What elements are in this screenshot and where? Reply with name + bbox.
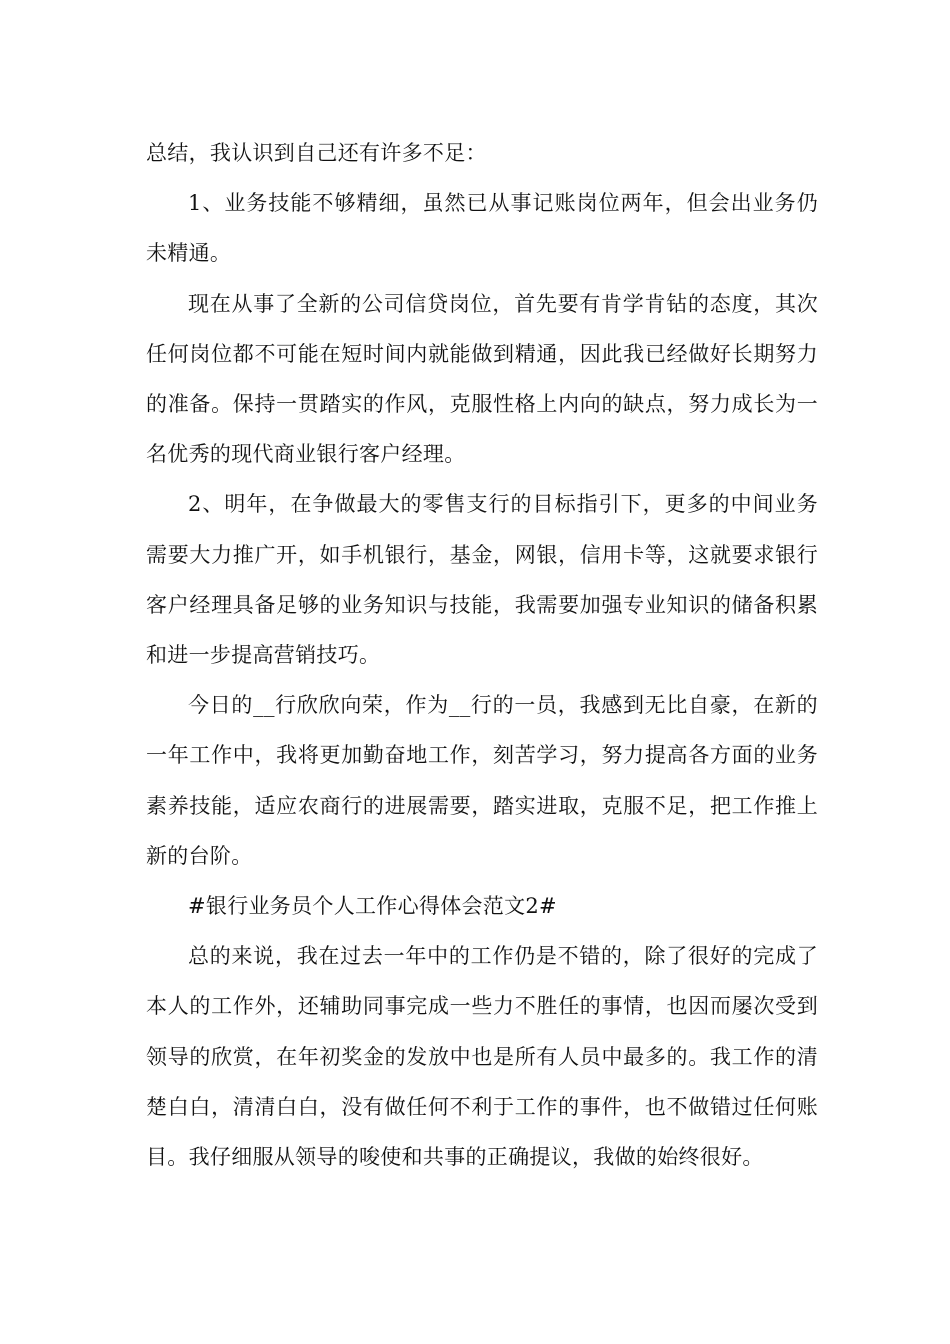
paragraph-review: 总的来说，我在过去一年中的工作仍是不错的，除了很好的完成了本人的工作外，还辅助同事完成一些力不胜任的事情，也因而屡次受到领导的欣赏，在年初奖金的发放中也是所有人员中最多的。我工作的清楚白白，清清白白，没有做任何不利于工作的事件，也不做错过任何账目。我仔细服从领导的唆使和共事的正确提议，我做的始终很好。 [146, 944, 818, 1170]
paragraph-point-1: 1、业务技能不够精细，虽然已从事记账岗位两年，但会出业务仍未精通。 [146, 191, 818, 266]
paragraph-outlook: 今日的__行欣欣向荣，作为__行的一员，我感到无比自豪，在新的一年工作中，我将更加勤奋地工作，刻苦学习，努力提高各方面的业务素养技能，适应农商行的进展需要，踏实进取，克服不足，把工作推上新的台阶。 [146, 693, 818, 868]
paragraph-point-2: 2、明年，在争做最大的零售支行的目标指引下，更多的中间业务需要大力推广开，如手机银行，基金，网银，信用卡等，这就要求银行客户经理具备足够的业务知识与技能，我需要加强专业知识的储备积累和进一步提高营销技巧。 [146, 492, 818, 668]
paragraph-credit-position: 现在从事了全新的公司信贷岗位，首先要有肯学肯钻的态度，其次任何岗位都不可能在短时间内就能做到精通，因此我已经做好长期努力的准备。保持一贯踏实的作风，克服性格上内向的缺点，努力成长为一名优秀的现代商业银行客户经理。 [146, 291, 818, 467]
document-body [146, 128, 818, 1182]
section-heading: #银行业务员个人工作心得体会范文2# [188, 894, 557, 919]
paragraph-summary-intro: 总结，我认识到自己还有许多不足： [146, 141, 487, 165]
